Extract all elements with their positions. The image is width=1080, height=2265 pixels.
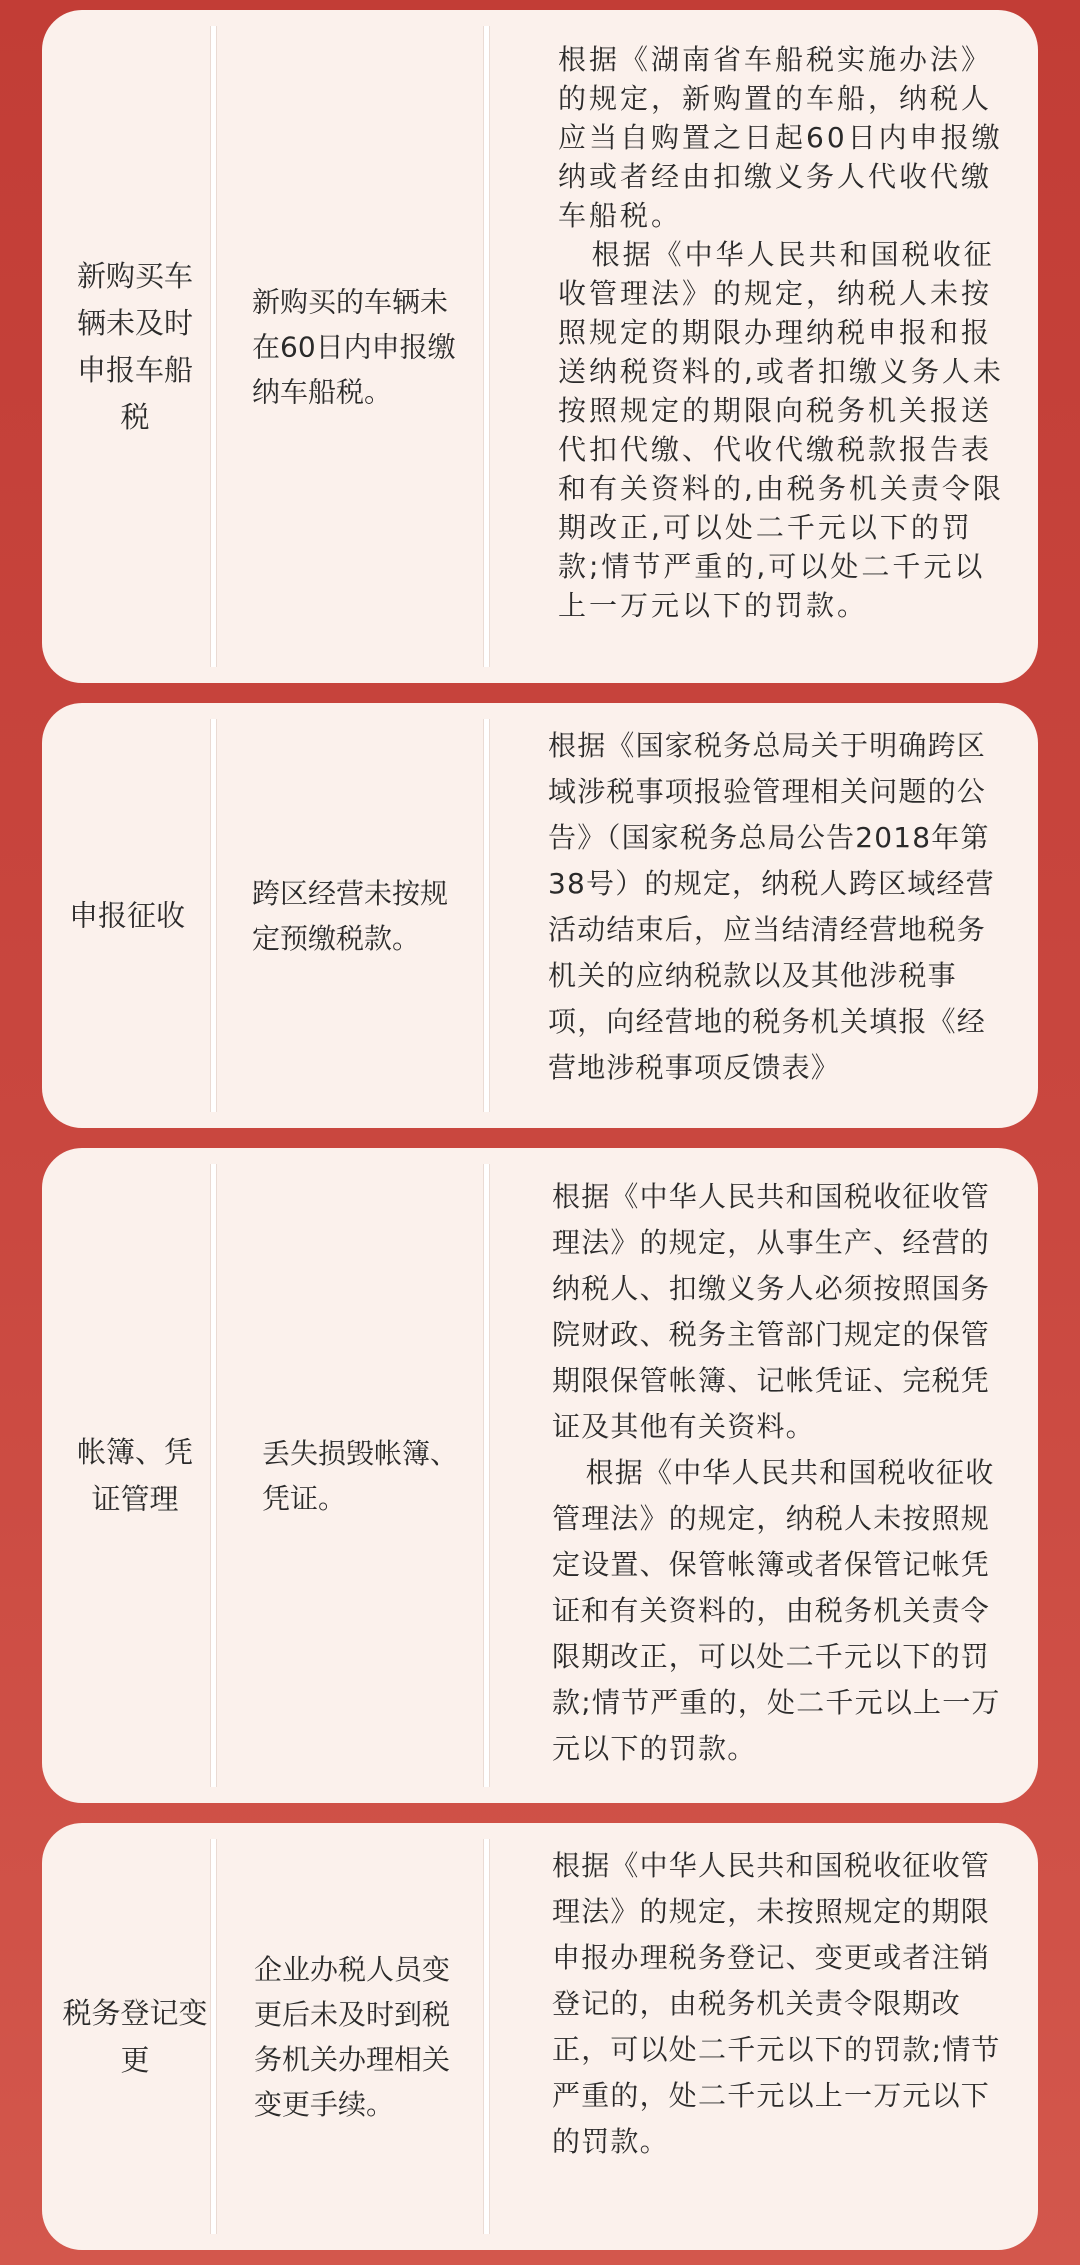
basis-text [484,40,1038,625]
basis-paragraph: 根据《国家税务总局关于明确跨区域涉税事项报验管理相关问题的公告》（国家税务总局公告2018年第38号）的规定，纳税人跨区域经营活动结束后，应当结清经营地税务机关的应纳税款以及其他涉税事项，向经营地的税务机关填报《经营地涉税事项反馈表》 [548,729,995,1084]
item-name: 申报征收 [68,898,185,932]
issue-cell [222,10,522,683]
column-divider [210,1839,217,2234]
basis-cell [484,1148,1038,1803]
table-row [42,703,1038,1128]
basis-text [484,723,1038,1091]
issue-cell [222,1823,522,2250]
basis-paragraph: 根据《中华人民共和国税收征收管理法》的规定，从事生产、经营的纳税人、扣缴义务人必须按照国务院财政、税务主管部门规定的保管期限保管帐簿、记帐凭证、完税凭证及其他有关资料。 [552,1180,991,1443]
issue-text: 新购买的车辆未在60日内申报缴纳车船税。 [252,285,456,408]
table-row [42,1823,1038,2250]
item-cell [42,703,212,1128]
issue-text: 企业办税人员变更后未及时到税务机关办理相关变更手续。 [254,1952,451,2121]
basis-text [484,1843,1038,2165]
basis-text [484,1174,1038,1772]
basis-paragraph: 根据《中华人民共和国税收征收管理法》的规定，纳税人未按照规定的期限办理纳税申报和报送纳税资料的,或者扣缴义务人未按照规定的期限向税务机关报送代扣代缴、代收代缴税款报告表和有关资料的,由税务机关责令限期改正,可以处二千元以下的罚款;情节严重的,可以处二千元以上一万元以下的罚款。 [558,238,1004,622]
issue-text: 跨区经营未按规定预缴税款。 [252,876,449,955]
basis-paragraph: 根据《中华人民共和国税收征收管理法》的规定，未按照规定的期限申报办理税务登记、变更或者注销登记的，由税务机关责令限期改正，可以处二千元以下的罚款;情节严重的，处二千元以上一万元以下的罚款。 [552,1849,1001,2158]
item-cell [42,10,212,683]
column-divider [210,719,217,1112]
basis-cell [484,10,1038,683]
issue-cell [222,703,522,1128]
table-row [42,10,1038,683]
table-row [42,1148,1038,1803]
column-divider [210,1164,217,1787]
item-cell [42,1823,212,2250]
item-name: 帐簿、凭证管理 [76,1434,193,1516]
basis-cell [484,1823,1038,2250]
basis-paragraph: 根据《湖南省车船税实施办法》的规定，新购置的车船，纳税人应当自购置之日起60日内申报缴纳或者经由扣缴义务人代收代缴车船税。 [558,43,1003,232]
issue-cell [222,1148,522,1803]
basis-cell [484,703,1038,1128]
item-name: 新购买车辆未及时申报车船税 [76,258,193,434]
item-name: 税务登记变更 [62,1995,208,2077]
issue-text: 丢失损毁帐簿、凭证。 [262,1436,459,1515]
item-cell [42,1148,212,1803]
basis-paragraph: 根据《中华人民共和国税收征收管理法》的规定，纳税人未按照规定设置、保管帐簿或者保管记帐凭证和有关资料的，由税务机关责令限期改正，可以处二千元以下的罚款;情节严重的，处二千元以上一万元以下的罚款。 [552,1456,1001,1765]
column-divider [210,26,217,667]
